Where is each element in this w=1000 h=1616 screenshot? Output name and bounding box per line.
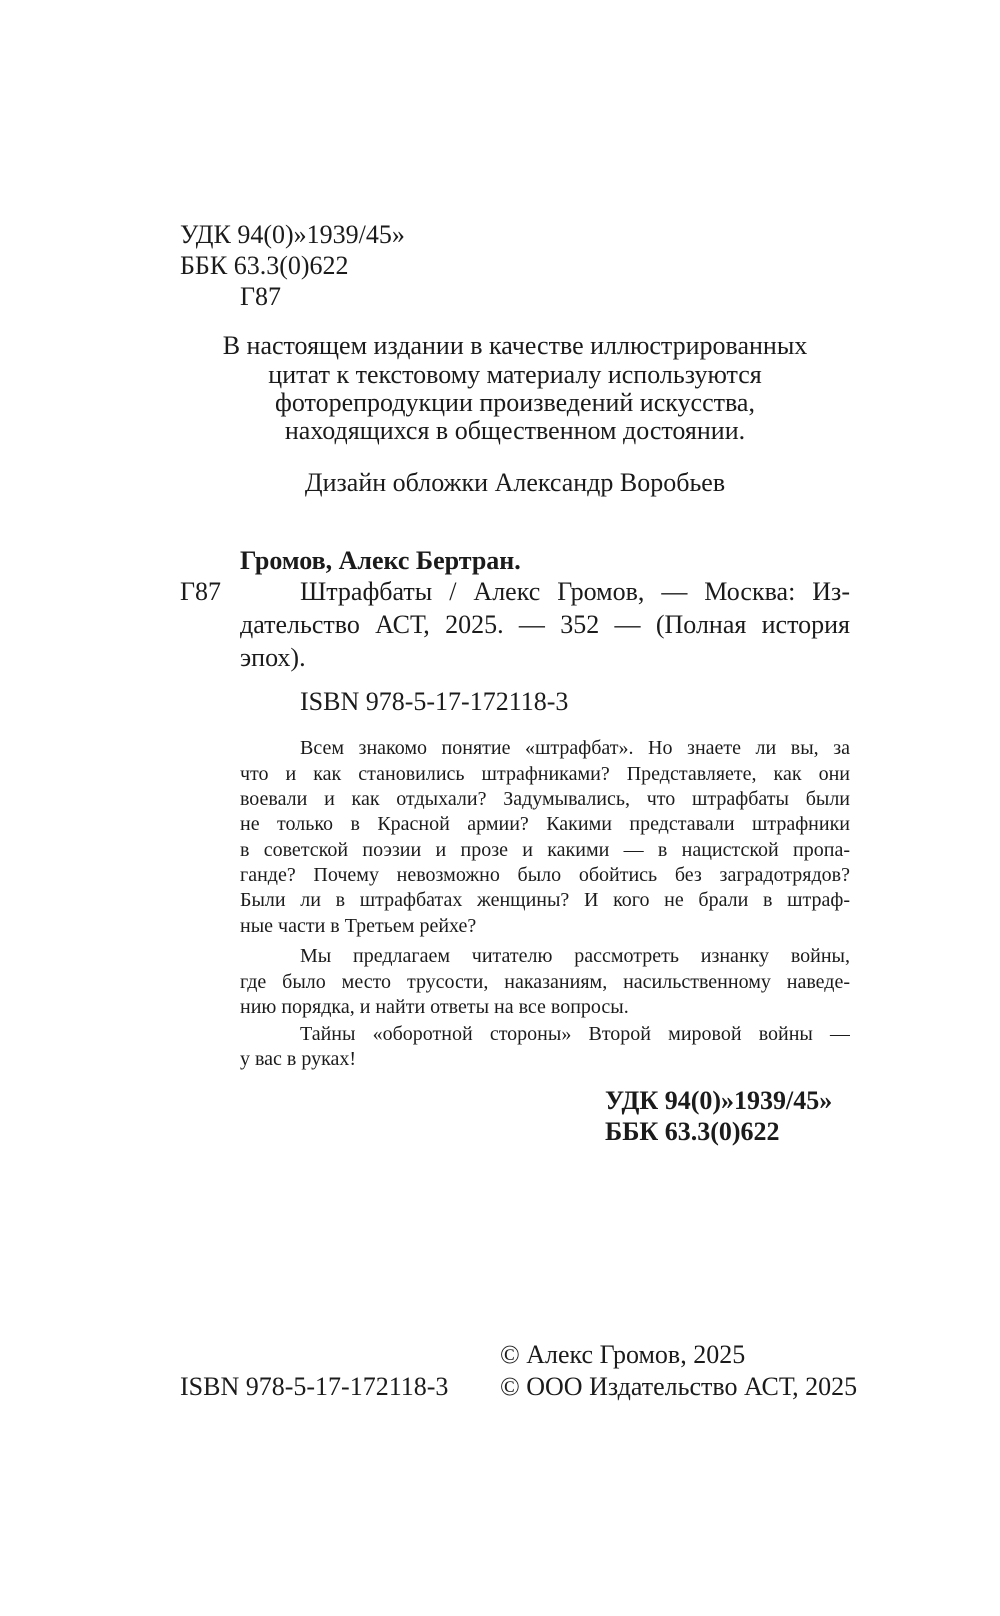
bottom-bbk-code: ББК 63.3(0)622 bbox=[605, 1117, 780, 1146]
bottom-isbn: ISBN 978-5-17-172118-3 bbox=[180, 1372, 449, 1401]
record-line: дательство АСТ, 2025. — 352 — (Полная история bbox=[240, 610, 850, 639]
annotation-line: ганде? Почему невозможно было обойтись без заградотрядов? bbox=[240, 864, 850, 886]
record-author-mark: Г87 bbox=[180, 577, 222, 606]
record-isbn: ISBN 978-5-17-172118-3 bbox=[300, 687, 569, 716]
notice-line: фоторепродукции произведений искусства, bbox=[275, 388, 755, 417]
cover-design-credit: Дизайн обложки Александр Воробьев bbox=[304, 468, 726, 497]
copyright-line: © Алекс Громов, 2025 bbox=[500, 1340, 746, 1369]
annotation-line: воевали и как отдыхали? Задумывались, что штрафбаты были bbox=[240, 788, 850, 810]
bbk-code: ББК 63.3(0)622 bbox=[180, 251, 349, 280]
annotation-line: у вас в руках! bbox=[240, 1048, 357, 1070]
annotation-line: Были ли в штрафбатах женщины? И кого не брали в штраф- bbox=[240, 889, 850, 911]
bottom-udk-code: УДК 94(0)»1939/45» bbox=[605, 1086, 833, 1115]
notice-line: цитат к текстовому материалу используются bbox=[268, 360, 762, 389]
notice-line: В настоящем издании в качестве иллюстрированных bbox=[222, 331, 808, 360]
annotation-line: Всем знакомо понятие «штрафбат». Но знаете ли вы, за bbox=[300, 737, 850, 759]
copyright-line: © ООО Издательство АСТ, 2025 bbox=[500, 1372, 858, 1401]
annotation-line: что и как становились штрафниками? Представляете, как они bbox=[240, 763, 850, 785]
author-mark: Г87 bbox=[240, 282, 282, 311]
annotation-line: нию порядка, и найти ответы на все вопросы. bbox=[240, 996, 629, 1018]
annotation-line: не только в Красной армии? Какими представали штрафники bbox=[240, 813, 850, 835]
record-line: эпох). bbox=[240, 643, 306, 672]
notice-line: находящихся в общественном достоянии. bbox=[284, 416, 746, 445]
udk-code: УДК 94(0)»1939/45» bbox=[180, 220, 405, 249]
annotation-line: Тайны «оборотной стороны» Второй мировой войны — bbox=[300, 1023, 850, 1045]
annotation-line: Мы предлагаем читателю рассмотреть изнанку войны, bbox=[300, 945, 850, 967]
annotation-line: в советской поэзии и прозе и какими — в нацистской пропа- bbox=[240, 839, 850, 861]
record-author: Громов, Алекс Бертран. bbox=[240, 546, 521, 575]
annotation-line: где было место трусости, наказаниям, насильственному наведе- bbox=[240, 971, 850, 993]
record-line: Штрафбаты / Алекс Громов, — Москва: Из- bbox=[300, 577, 850, 606]
annotation-line: ные части в Третьем рейхе? bbox=[240, 915, 477, 937]
